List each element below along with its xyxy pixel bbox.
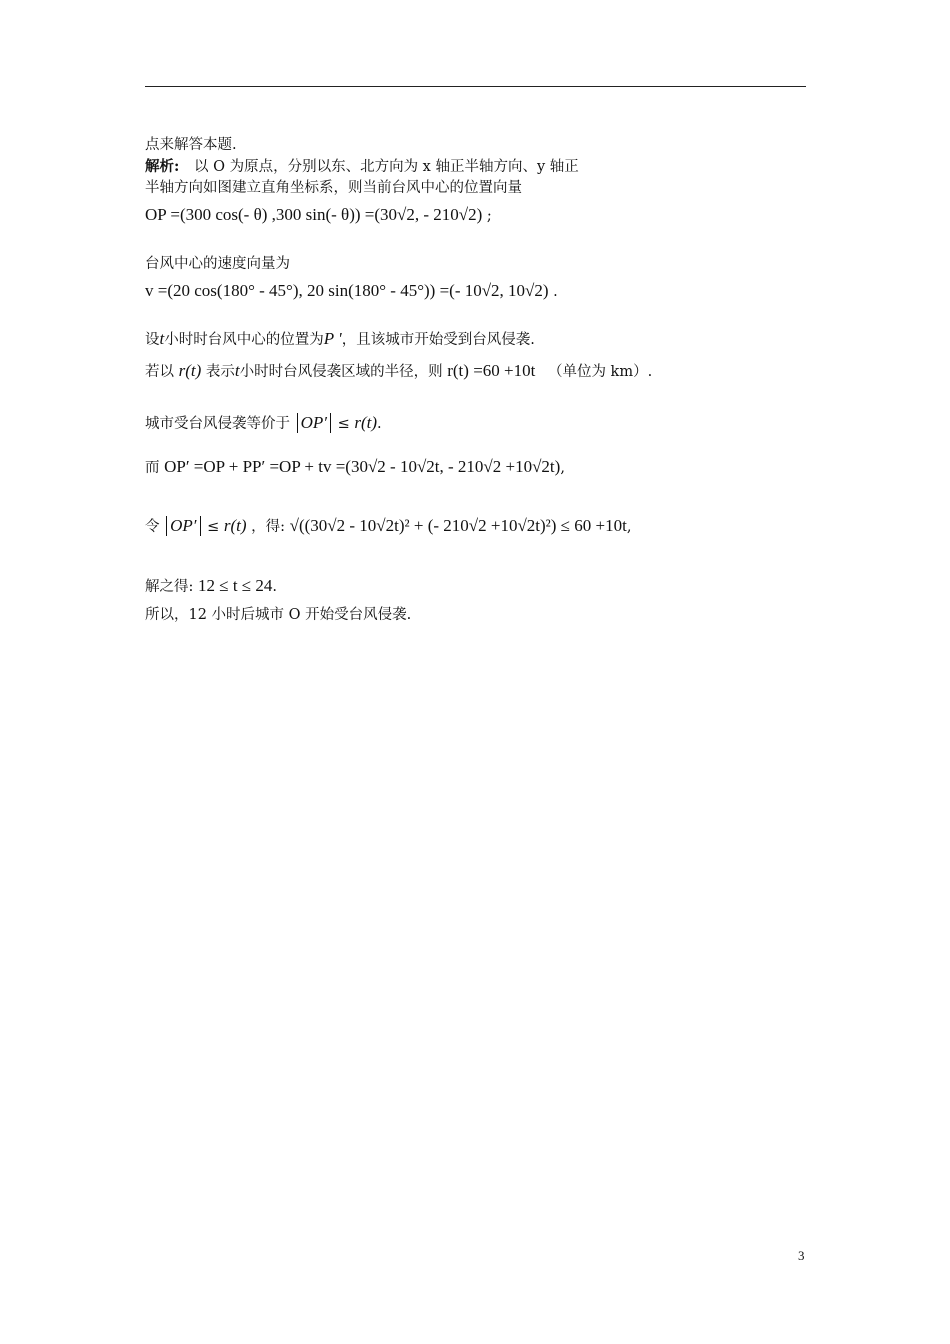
line-4-end: ;: [486, 208, 492, 224]
velocity-vector-equation: v =(20 cos(180° - 45°), 20 sin(180° - 45°)) =(- 10√2, 10√2): [145, 281, 549, 300]
line-7-part-a: 设: [145, 332, 160, 348]
text-line-11: [145, 515, 631, 536]
line-9-r-t: r(t): [354, 413, 378, 432]
line-11-r-t: r(t): [223, 516, 247, 535]
solution-range: 12 ≤ t ≤ 24: [198, 576, 273, 595]
line-11-part-b: ，得:: [251, 519, 286, 535]
line-11-abs-op: [166, 516, 200, 536]
op-prime-equation: OP′ =OP + PP′ =OP + tv =(30√2 - 10√2t, - 210√2 +10√2t): [164, 457, 561, 476]
page-number: 3: [798, 1248, 805, 1263]
op-vector-equation: OP =(300 cos(- θ) ,300 sin(- θ)) =(30√2, - 210√2): [145, 205, 483, 224]
line-7-part-c: ，且该城市开始受到台风侵袭.: [341, 332, 535, 348]
text-line-10: [145, 456, 565, 477]
line-8-part-b: 表示: [205, 364, 235, 380]
line-6-end: .: [553, 284, 558, 300]
text-line-3: 半轴方向如图建立直角坐标系，则当前台风中心的位置向量: [145, 180, 522, 196]
line-10-end: ,: [560, 460, 565, 476]
line-10-part-a: 而: [145, 460, 160, 476]
line-11-end: ,: [626, 519, 632, 535]
text-line-12: [145, 575, 277, 596]
line-7-part-b: 小时时台风中心的位置为: [164, 332, 324, 348]
line-8-r-t: r(t): [178, 361, 202, 380]
line-9-part-a: 城市受台风侵袭等价于: [145, 416, 290, 432]
inequality: √((30√2 - 10√2t)² + (- 210√2 +10√2t)²) ≤ 60 +10t: [289, 516, 627, 535]
text-line-13: 所以，12 小时后城市 O 开始受台风侵袭.: [145, 607, 412, 623]
line-12-part-a: 解之得:: [145, 579, 194, 595]
text-line-5: 台风中心的速度向量为: [145, 256, 290, 272]
text-line-6: [145, 281, 558, 301]
line-9-op-vector: OP′: [300, 413, 327, 432]
analysis-label: 解析:: [145, 158, 180, 175]
text-line-4: [145, 205, 492, 225]
line-9-abs-op: [297, 413, 331, 433]
line-8-unit: （单位为 km）.: [547, 364, 653, 380]
text-line-9: [145, 412, 382, 433]
line-9-end: .: [377, 416, 382, 432]
text-line-8: [145, 360, 652, 381]
text-line-7: [145, 328, 535, 349]
header-rule: [145, 86, 806, 87]
line-12-end: .: [272, 579, 277, 595]
text-line-2: [145, 155, 579, 176]
line-11-op-vector: OP′: [170, 516, 197, 535]
line-9-le: ≤: [337, 416, 350, 432]
line-11-le: ≤: [207, 519, 220, 535]
text-line-1: 点来解答本题.: [145, 137, 237, 153]
analysis-text: 以 O 为原点，分别以东、北方向为 x 轴正半轴方向、y 轴正: [193, 159, 579, 175]
line-7-p-prime: P ': [323, 329, 342, 348]
line-11-part-a: 令: [145, 519, 160, 535]
line-8-part-a: 若以: [145, 364, 174, 380]
radius-equation: r(t) =60 +10t: [447, 361, 536, 380]
line-8-t: t: [234, 361, 240, 380]
line-8-part-c: 小时时台风侵袭区域的半径，则: [239, 364, 443, 380]
line-7-t: t: [159, 329, 165, 348]
